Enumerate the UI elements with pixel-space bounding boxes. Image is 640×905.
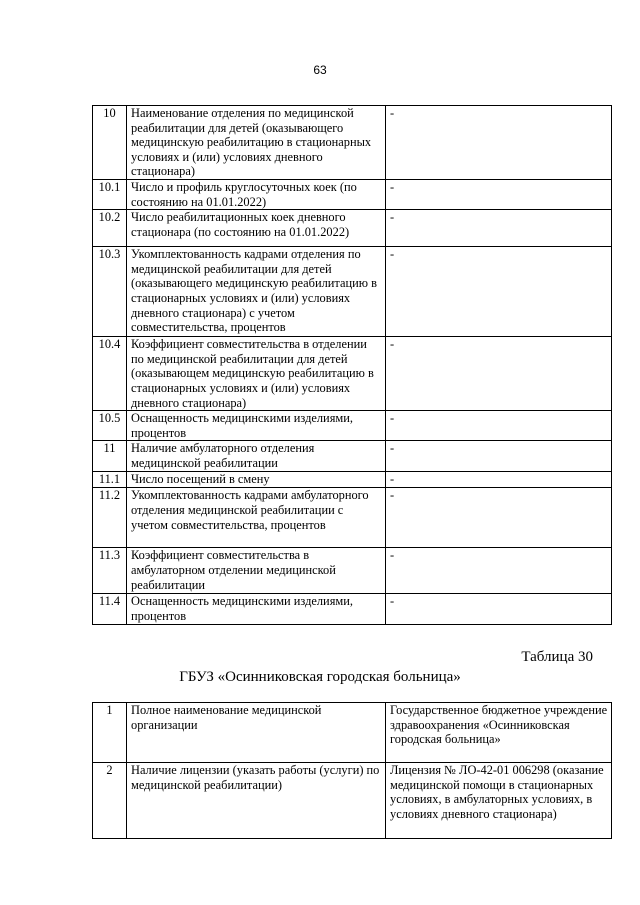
row-value: - <box>386 594 612 624</box>
table-title: ГБУЗ «Осинниковская городская больница» <box>179 669 461 685</box>
row-number: 10.2 <box>93 210 127 247</box>
table-row <box>93 247 612 337</box>
table-row <box>93 179 612 209</box>
row-label: Наименование отделения по медицинской реабилитации для детей (оказывающего медицинскую реабилитацию в стационарных условиях и (или) условиях дневного стационара) <box>127 106 386 180</box>
table-row <box>93 337 612 411</box>
table-row <box>93 703 612 763</box>
row-value: - <box>386 488 612 548</box>
row-number: 11.3 <box>93 548 127 594</box>
row-number: 10.1 <box>93 179 127 209</box>
row-label: Наличие лицензии (указать работы (услуги) по медицинской реабилитации) <box>127 763 386 839</box>
row-number: 10.5 <box>93 411 127 441</box>
page-number: 63 <box>313 63 327 77</box>
row-value: - <box>386 106 612 180</box>
row-number: 11.2 <box>93 488 127 548</box>
row-value: - <box>386 179 612 209</box>
row-label: Коэффициент совместительства в отделении по медицинской реабилитации для детей (оказывающем медицинскую реабилитацию в стационарных условиях и (или) условиях дневного стационара) <box>127 337 386 411</box>
row-number: 11 <box>93 441 127 472</box>
row-label: Число посещений в смену <box>127 472 386 488</box>
row-value: Лицензия № ЛО-42-01 006298 (оказание медицинской помощи в стационарных условиях, в амбулаторных условиях, в условиях дневного стационара) <box>386 763 612 839</box>
table-label: Таблица 30 <box>521 649 593 665</box>
row-label: Коэффициент совместительства в амбулаторном отделении медицинской реабилитации <box>127 548 386 594</box>
row-label: Укомплектованность кадрами амбулаторного отделения медицинской реабилитации с учетом совместительства, процентов <box>127 488 386 548</box>
row-label: Число реабилитационных коек дневного стационара (по состоянию на 01.01.2022) <box>127 210 386 247</box>
table-row <box>93 548 612 594</box>
table-row <box>93 106 612 180</box>
row-number: 1 <box>93 703 127 763</box>
row-number: 10.4 <box>93 337 127 411</box>
row-number: 11.1 <box>93 472 127 488</box>
row-label: Число и профиль круглосуточных коек (по состоянию на 01.01.2022) <box>127 179 386 209</box>
row-number: 10.3 <box>93 247 127 337</box>
table-row <box>93 472 612 488</box>
row-number: 10 <box>93 106 127 180</box>
row-value: - <box>386 548 612 594</box>
row-value: - <box>386 337 612 411</box>
row-value: Государственное бюджетное учреждение здравоохранения «Осинниковская городская больница» <box>386 703 612 763</box>
row-value: - <box>386 411 612 441</box>
row-value: - <box>386 210 612 247</box>
row-value: - <box>386 247 612 337</box>
row-label: Наличие амбулаторного отделения медицинской реабилитации <box>127 441 386 472</box>
row-value: - <box>386 472 612 488</box>
row-value: - <box>386 441 612 472</box>
organization-info-table <box>92 702 612 839</box>
table-row <box>93 210 612 247</box>
table-row <box>93 763 612 839</box>
row-label: Оснащенность медицинскими изделиями, процентов <box>127 594 386 624</box>
row-number: 11.4 <box>93 594 127 624</box>
table-row <box>93 441 612 472</box>
rehab-indicators-table <box>92 105 612 625</box>
row-label: Укомплектованность кадрами отделения по медицинской реабилитации для детей (оказывающего медицинскую реабилитацию в стационарных условиях и (или) условиях дневного стационара) с учетом совместительства, процентов <box>127 247 386 337</box>
row-number: 2 <box>93 763 127 839</box>
row-label: Полное наименование медицинской организации <box>127 703 386 763</box>
table-row <box>93 594 612 624</box>
row-label: Оснащенность медицинскими изделиями, процентов <box>127 411 386 441</box>
table-row <box>93 488 612 548</box>
table-row <box>93 411 612 441</box>
